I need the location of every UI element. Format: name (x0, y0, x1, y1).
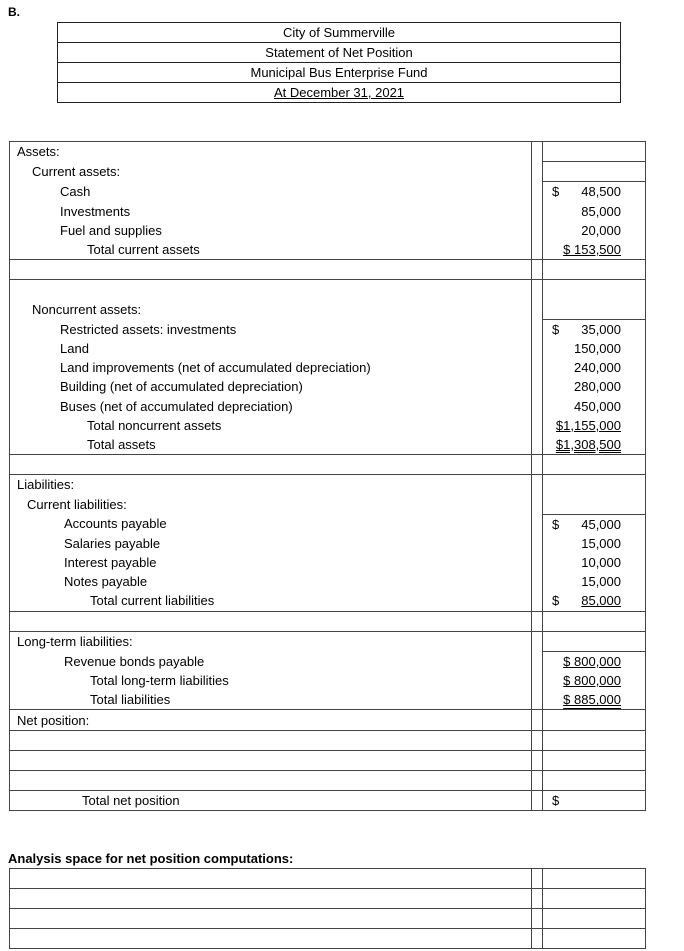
statement-table (9, 141, 646, 811)
buses-amount: 450,000 (574, 398, 621, 414)
land-amount: 150,000 (574, 340, 621, 356)
total-current-liabilities-dollar-sign: $ (552, 593, 560, 609)
investments-label: Investments (10, 202, 532, 221)
total-assets-amount: $1,308,500 (555, 436, 621, 452)
row-longterm-heading (10, 631, 646, 651)
row-salaries-payable (10, 534, 646, 553)
row-total-noncurrent (10, 416, 646, 435)
row-buses (10, 396, 646, 415)
header-date: At December 31, 2021 (58, 83, 621, 103)
row-blank-4 (10, 611, 646, 631)
total-current-liabilities-label: Total current liabilities (10, 591, 532, 611)
total-current-liabilities-amount: 85,000 (581, 593, 621, 609)
current-assets-label: Current assets: (10, 162, 532, 182)
revenue-bonds-amount: $ 800,000 (563, 653, 621, 669)
liabilities-label: Liabilities: (10, 475, 532, 495)
analysis-row (10, 909, 646, 929)
statement-header (57, 22, 621, 103)
total-longterm-amount: $ 800,000 (563, 673, 621, 689)
row-total-current-liabilities (10, 591, 646, 611)
row-notes-payable (10, 572, 646, 591)
total-current-assets-label: Total current assets (10, 240, 532, 260)
analysis-row (10, 889, 646, 909)
row-land (10, 339, 646, 358)
total-net-position-dollar-sign[interactable]: $ (552, 793, 560, 809)
row-current-assets-heading (10, 162, 646, 182)
total-liabilities-label: Total liabilities (10, 690, 532, 710)
land-label: Land (10, 339, 532, 358)
row-blank-1 (10, 260, 646, 280)
row-fuel (10, 221, 646, 240)
fuel-amount: 20,000 (581, 222, 621, 238)
row-blank-2 (10, 280, 646, 300)
restricted-dollar-sign: $ (552, 321, 560, 337)
total-liabilities-amount: $ 885,000 (563, 692, 621, 708)
noncurrent-assets-label: Noncurrent assets: (10, 300, 532, 320)
row-revenue-bonds (10, 651, 646, 671)
notes-payable-label: Notes payable (10, 572, 532, 591)
analysis-row (10, 929, 646, 949)
restricted-amount: 35,000 (581, 321, 621, 337)
row-restricted (10, 319, 646, 339)
building-amount: 280,000 (574, 379, 621, 395)
investments-amount: 85,000 (581, 203, 621, 219)
row-cash (10, 182, 646, 202)
header-entity: City of Summerville (58, 23, 621, 43)
row-land-improvements (10, 358, 646, 377)
row-blank-7 (10, 771, 646, 791)
total-net-position-label: Total net position (10, 791, 532, 811)
analysis-title: Analysis space for net position computations: (8, 851, 294, 866)
total-current-assets-amount: $ 153,500 (563, 241, 621, 257)
row-interest-payable (10, 553, 646, 572)
header-statement: Statement of Net Position (58, 43, 621, 63)
interest-payable-amount: 10,000 (581, 555, 621, 571)
row-total-net-position (10, 791, 646, 811)
accounts-payable-dollar-sign: $ (552, 516, 560, 532)
row-investments (10, 202, 646, 221)
row-total-longterm (10, 671, 646, 690)
row-blank-6 (10, 750, 646, 770)
current-liabilities-label: Current liabilities: (10, 494, 532, 514)
row-net-position-heading (10, 710, 646, 730)
total-noncurrent-amount: $1,155,000 (555, 417, 621, 433)
cash-dollar-sign: $ (552, 184, 560, 200)
total-noncurrent-label: Total noncurrent assets (10, 416, 532, 435)
row-total-liabilities (10, 690, 646, 710)
notes-payable-amount: 15,000 (581, 574, 621, 590)
row-total-current-assets (10, 240, 646, 260)
assets-label: Assets: (10, 142, 532, 162)
land-improvements-label: Land improvements (net of accumulated depreciation) (10, 358, 532, 377)
row-total-assets (10, 435, 646, 455)
longterm-liabilities-label: Long-term liabilities: (10, 631, 532, 651)
cash-amount: 48,500 (581, 184, 621, 200)
row-noncurrent-heading (10, 300, 646, 320)
row-assets-heading (10, 142, 646, 162)
land-improvements-amount: 240,000 (574, 360, 621, 376)
analysis-grid (9, 868, 646, 949)
row-accounts-payable (10, 514, 646, 534)
building-label: Building (net of accumulated depreciation) (10, 377, 532, 396)
restricted-label: Restricted assets: investments (10, 319, 532, 339)
total-longterm-label: Total long-term liabilities (10, 671, 532, 690)
row-blank-5 (10, 730, 646, 750)
interest-payable-label: Interest payable (10, 553, 532, 572)
row-current-liabilities-heading (10, 494, 646, 514)
total-assets-label: Total assets (10, 435, 532, 455)
analysis-row (10, 869, 646, 889)
net-position-label: Net position: (10, 710, 532, 730)
revenue-bonds-label: Revenue bonds payable (10, 651, 532, 671)
part-label: B. (8, 5, 20, 19)
cash-label: Cash (10, 182, 532, 202)
accounts-payable-amount: 45,000 (581, 516, 621, 532)
fuel-label: Fuel and supplies (10, 221, 532, 240)
salaries-payable-label: Salaries payable (10, 534, 532, 553)
header-fund: Municipal Bus Enterprise Fund (58, 63, 621, 83)
salaries-payable-amount: 15,000 (581, 535, 621, 551)
row-liabilities-heading (10, 475, 646, 495)
buses-label: Buses (net of accumulated depreciation) (10, 396, 532, 415)
row-blank-3 (10, 455, 646, 475)
row-building (10, 377, 646, 396)
accounts-payable-label: Accounts payable (10, 514, 532, 534)
